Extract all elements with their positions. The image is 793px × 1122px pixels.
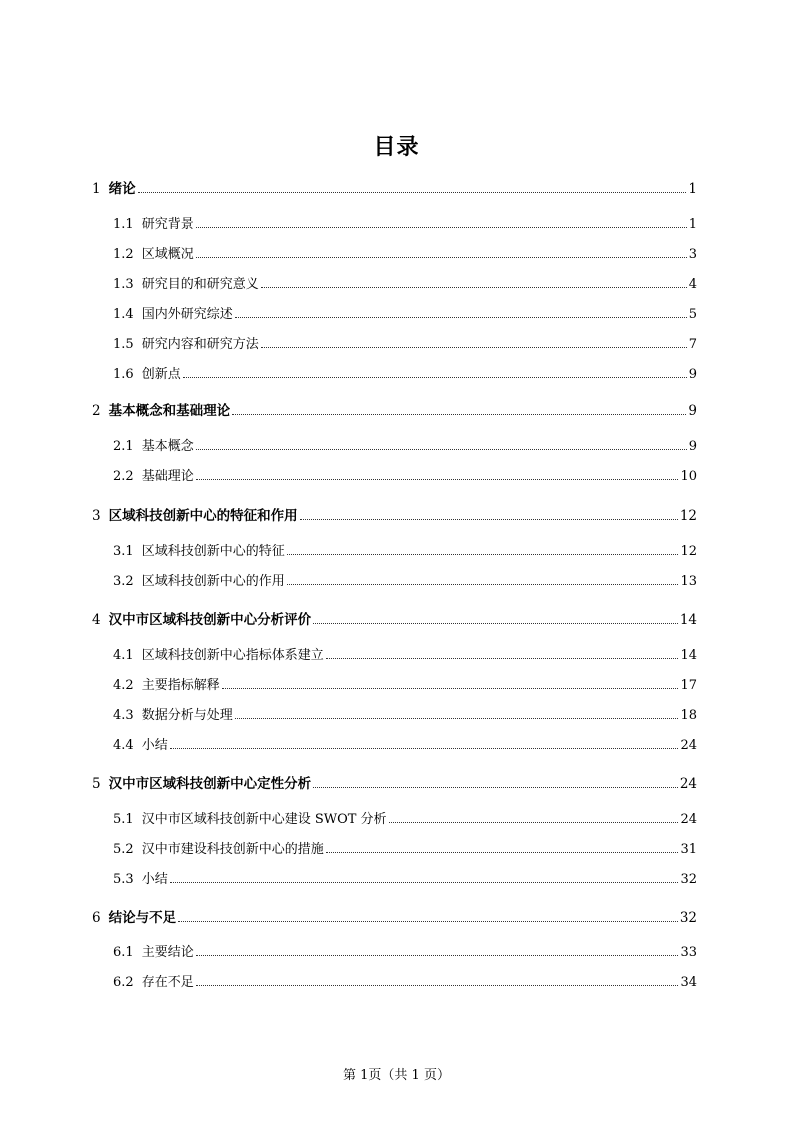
toc-entry-page-number: 32: [680, 872, 697, 887]
toc-entry-number: 2.1: [113, 439, 134, 454]
toc-entry-label: 研究背景: [141, 217, 194, 232]
toc-entry-number: 1.6: [113, 367, 134, 382]
toc-chapter-entry[interactable]: [92, 506, 697, 526]
toc-section-entry[interactable]: [113, 245, 697, 265]
toc-entry-page-number: 33: [680, 945, 697, 960]
toc-entry-number: 3.2: [113, 574, 134, 589]
toc-entry-number: 6: [92, 910, 101, 926]
toc-entry-number: 4.4: [113, 738, 134, 753]
toc-entry-label: 区域概况: [141, 247, 194, 262]
toc-section-entry[interactable]: [113, 542, 697, 562]
toc-entry-page-number: 24: [680, 812, 697, 827]
toc-entry-number: 4.2: [113, 678, 134, 693]
toc-entry-label: 基础理论: [141, 469, 194, 484]
toc-entry-page-number: 13: [680, 574, 697, 589]
toc-dot-leader: [326, 646, 679, 659]
toc-entry-page-number: 1: [688, 181, 697, 197]
toc-entry-label: 存在不足: [141, 975, 194, 990]
toc-entry-label: 区域科技创新中心指标体系建立: [141, 648, 324, 663]
toc-dot-leader: [196, 215, 687, 228]
toc-entry-page-number: 24: [679, 776, 697, 792]
toc-section-entry[interactable]: [113, 275, 697, 295]
toc-entry-number: 4.1: [113, 648, 134, 663]
toc-chapter-entry[interactable]: [92, 610, 697, 630]
toc-dot-leader: [170, 736, 679, 749]
toc-entry-label: 数据分析与处理: [141, 708, 233, 723]
toc-entry-label: 研究内容和研究方法: [141, 337, 259, 352]
toc-entry-label: 主要结论: [141, 945, 194, 960]
toc-entry-page-number: 24: [680, 738, 697, 753]
toc-section-entry[interactable]: [113, 335, 697, 355]
toc-entry-label: 汉中市区域科技创新中心建设 SWOT 分析: [141, 812, 387, 827]
toc-section-entry[interactable]: [113, 840, 697, 860]
toc-entry-number: 5: [92, 776, 101, 792]
toc-entry-page-number: 14: [679, 612, 697, 628]
page-footer: 第 1页（共 1 页）: [343, 1068, 450, 1083]
toc-entry-page-number: 5: [688, 307, 697, 322]
toc-dot-leader: [287, 542, 679, 555]
toc-entry-label: 主要指标解释: [141, 678, 220, 693]
toc-entry-number: 3: [92, 508, 101, 524]
toc-entry-page-number: 14: [680, 648, 697, 663]
toc-entry-number: 4: [92, 612, 101, 628]
toc-dot-leader: [178, 909, 678, 922]
toc-dot-leader: [222, 676, 679, 689]
toc-section-entry[interactable]: [113, 736, 697, 756]
toc-section-entry[interactable]: [113, 305, 697, 325]
toc-chapter-entry[interactable]: [92, 774, 697, 794]
toc-entry-page-number: 1: [688, 217, 697, 232]
toc-dot-leader: [313, 611, 678, 624]
toc-entry-number: 3.1: [113, 544, 134, 559]
toc-dot-leader: [196, 437, 687, 450]
toc-entry-page-number: 7: [688, 337, 697, 352]
toc-chapter-entry[interactable]: [92, 179, 697, 199]
page-title: 目录: [373, 135, 420, 160]
toc-entry-page-number: 17: [680, 678, 697, 693]
toc-entry-page-number: 12: [680, 544, 697, 559]
toc-entry-number: 5.2: [113, 842, 134, 857]
toc-entry-number: 2: [92, 403, 101, 419]
toc-entry-label: 区域科技创新中心的特征: [141, 544, 285, 559]
toc-entry-label: 绪论: [108, 181, 136, 197]
toc-entry-page-number: 3: [688, 247, 697, 262]
toc-entry-page-number: 18: [680, 708, 697, 723]
toc-dot-leader: [235, 305, 687, 318]
toc-dot-leader: [232, 402, 686, 415]
toc-entry-label: 创新点: [141, 367, 181, 382]
toc-dot-leader: [196, 467, 679, 480]
toc-section-entry[interactable]: [113, 870, 697, 890]
toc-entry-number: 1.1: [113, 217, 134, 232]
toc-entry-page-number: 9: [688, 439, 697, 454]
toc-dot-leader: [389, 810, 679, 823]
toc-dot-leader: [196, 943, 679, 956]
toc-section-entry[interactable]: [113, 943, 697, 963]
toc-dot-leader: [300, 507, 678, 520]
toc-entry-page-number: 12: [679, 508, 697, 524]
toc-dot-leader: [261, 335, 687, 348]
toc-entry-page-number: 4: [688, 277, 697, 292]
toc-chapter-entry[interactable]: [92, 401, 697, 421]
toc-entry-number: 1.2: [113, 247, 134, 262]
toc-section-entry[interactable]: [113, 973, 697, 993]
toc-section-entry[interactable]: [113, 646, 697, 666]
toc-entry-label: 结论与不足: [108, 910, 177, 926]
toc-dot-leader: [235, 706, 679, 719]
toc-section-entry[interactable]: [113, 572, 697, 592]
toc-entry-number: 1: [92, 181, 101, 197]
toc-entry-number: 4.3: [113, 708, 134, 723]
toc-entry-number: 1.3: [113, 277, 134, 292]
toc-entry-number: 6.2: [113, 975, 134, 990]
toc-entry-label: 基本概念和基础理论: [108, 403, 231, 419]
toc-entry-label: 国内外研究综述: [141, 307, 233, 322]
toc-entry-number: 1.5: [113, 337, 134, 352]
toc-entry-label: 小结: [141, 738, 168, 753]
toc-section-entry[interactable]: [113, 365, 697, 385]
toc-entry-label: 区域科技创新中心的特征和作用: [108, 508, 298, 524]
toc-entry-label: 汉中市区域科技创新中心定性分析: [108, 776, 312, 792]
toc-entry-label: 区域科技创新中心的作用: [141, 574, 285, 589]
toc-entry-label: 基本概念: [141, 439, 194, 454]
toc-entry-number: 2.2: [113, 469, 134, 484]
toc-section-entry[interactable]: [113, 467, 697, 487]
toc-section-entry[interactable]: [113, 706, 697, 726]
toc-entry-page-number: 32: [679, 910, 697, 926]
toc-dot-leader: [261, 275, 687, 288]
toc-section-entry[interactable]: [113, 676, 697, 696]
toc-dot-leader: [313, 775, 678, 788]
toc-entry-number: 5.3: [113, 872, 134, 887]
toc-entry-number: 1.4: [113, 307, 134, 322]
toc-entry-label: 汉中市区域科技创新中心分析评价: [108, 612, 312, 628]
toc-section-entry[interactable]: [113, 215, 697, 235]
toc-dot-leader: [138, 180, 687, 193]
toc-chapter-entry[interactable]: [92, 908, 697, 928]
toc-entry-number: 6.1: [113, 945, 134, 960]
toc-entry-page-number: 9: [688, 367, 697, 382]
toc-entry-page-number: 31: [680, 842, 697, 857]
toc-section-entry[interactable]: [113, 437, 697, 457]
toc-entry-page-number: 10: [680, 469, 697, 484]
toc-entry-page-number: 34: [680, 975, 697, 990]
toc-dot-leader: [196, 973, 679, 986]
toc-dot-leader: [326, 840, 679, 853]
toc-entry-label: 研究目的和研究意义: [141, 277, 259, 292]
toc-dot-leader: [183, 365, 687, 378]
toc-entry-number: 5.1: [113, 812, 134, 827]
toc-entry-page-number: 9: [688, 403, 697, 419]
toc-entry-label: 汉中市建设科技创新中心的措施: [141, 842, 324, 857]
toc-dot-leader: [196, 245, 687, 258]
toc-entry-label: 小结: [141, 872, 168, 887]
toc-dot-leader: [287, 572, 679, 585]
toc-section-entry[interactable]: [113, 810, 697, 830]
toc-dot-leader: [170, 870, 679, 883]
